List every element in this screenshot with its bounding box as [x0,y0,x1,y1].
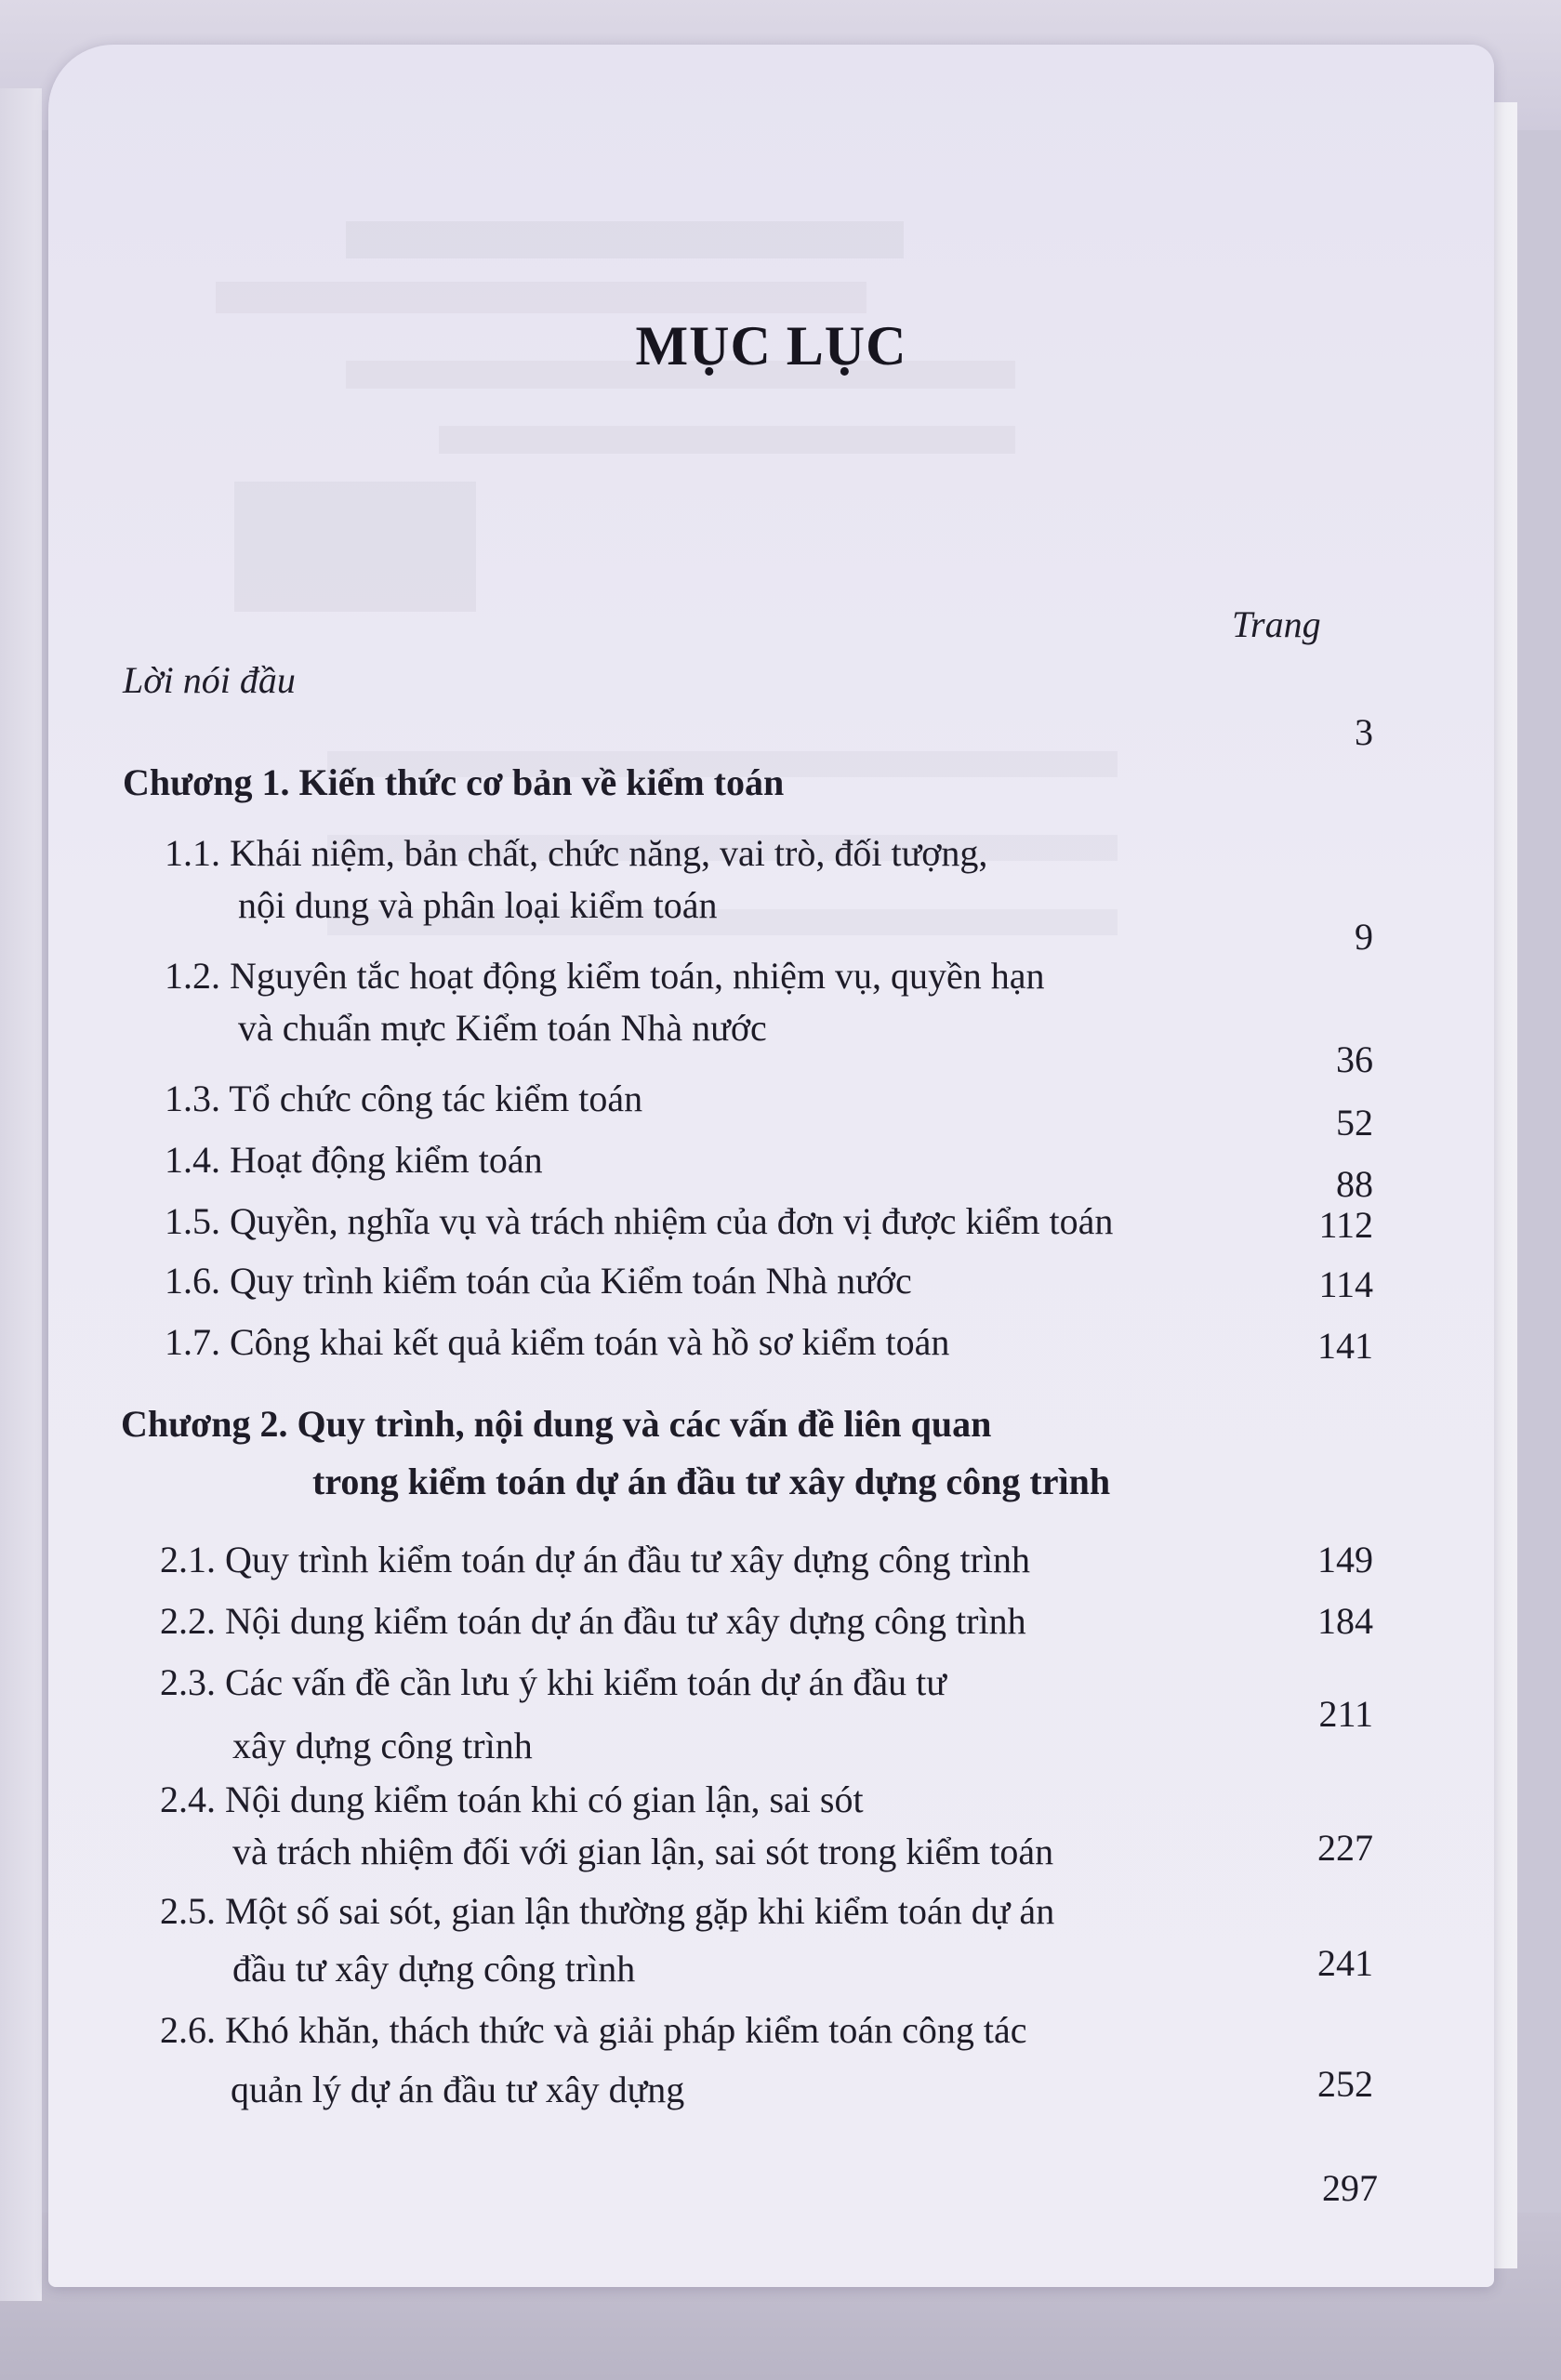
section-2-6-page: 252 [1317,2063,1373,2105]
section-2-4-line-1: 2.4. Nội dung kiểm toán khi có gian lận, sai sót [160,1778,864,1820]
section-1-7-line-1: 1.7. Công khai kết quả kiểm toán và hồ sơ kiểm toán [165,1321,950,1363]
section-1-6-line-1: 1.6. Quy trình kiểm toán của Kiểm toán Nhà nước [165,1260,912,1302]
section-2-4-page: 227 [1317,1827,1373,1869]
left-page-edge [0,88,42,2301]
section-2-5-line-1: 2.5. Một số sai sót, gian lận thường gặp khi kiểm toán dự án [160,1890,1055,1932]
show-through-block [234,482,476,612]
section-2-3-page: 211 [1318,1693,1373,1735]
section-1-6-page: 114 [1318,1263,1373,1305]
page-title: MỤC LỤC [635,315,907,377]
trailing-page-number: 297 [1322,2167,1378,2209]
section-2-3-line-2: xây dựng công trình [232,1725,533,1766]
show-through-line [439,426,1015,454]
show-through-line [346,221,904,258]
book-page [48,45,1494,2287]
section-1-2-page: 36 [1336,1038,1373,1080]
section-1-5-page: 112 [1318,1204,1373,1246]
section-2-6-line-2: quản lý dự án đầu tư xây dựng [231,2069,685,2110]
section-1-2-line-1: 1.2. Nguyên tắc hoạt động kiểm toán, nhiệm vụ, quyền hạn [165,955,1045,997]
section-2-6-line-1: 2.6. Khó khăn, thách thức và giải pháp kiểm toán công tác [160,2009,1027,2051]
section-1-1-line-2: nội dung và phân loại kiểm toán [238,884,718,926]
chapter-2-heading-line-1: Chương 2. Quy trình, nội dung và các vấn đề liên quan [121,1403,992,1445]
preface-page: 3 [1355,711,1373,753]
show-through-line [216,282,866,313]
section-2-2-page: 184 [1317,1600,1373,1642]
section-2-2-line-1: 2.2. Nội dung kiểm toán dự án đầu tư xây dựng công trình [160,1600,1026,1642]
section-2-3-line-1: 2.3. Các vấn đề cần lưu ý khi kiểm toán dự án đầu tư [160,1661,946,1703]
chapter-1-heading: Chương 1. Kiến thức cơ bản về kiểm toán [123,761,785,803]
section-1-4-line-1: 1.4. Hoạt động kiểm toán [165,1139,543,1181]
section-1-4-page: 88 [1336,1163,1373,1205]
chapter-2-heading-line-2: trong kiểm toán dự án đầu tư xây dựng công trình [312,1461,1111,1502]
section-2-5-page: 241 [1317,1942,1373,1984]
section-1-1-line-1: 1.1. Khái niệm, bản chất, chức năng, vai trò, đối tượng, [165,832,988,874]
section-1-7-page: 141 [1317,1325,1373,1367]
section-1-3-line-1: 1.3. Tổ chức công tác kiểm toán [165,1078,643,1119]
section-1-2-line-2: và chuẩn mực Kiểm toán Nhà nước [238,1007,767,1049]
page-column-label: Trang [1232,603,1321,645]
section-2-5-line-2: đầu tư xây dựng công trình [232,1948,636,1990]
section-2-1-page: 149 [1317,1539,1373,1580]
section-1-5-line-1: 1.5. Quyền, nghĩa vụ và trách nhiệm của đơn vị được kiểm toán [165,1200,1114,1242]
section-2-4-line-2: và trách nhiệm đối với gian lận, sai sót trong kiểm toán [232,1831,1054,1872]
section-1-1-page: 9 [1355,916,1373,958]
section-2-1-line-1: 2.1. Quy trình kiểm toán dự án đầu tư xây dựng công trình [160,1539,1030,1580]
section-1-3-page: 52 [1336,1102,1373,1144]
preface-label: Lời nói đầu [123,659,296,701]
